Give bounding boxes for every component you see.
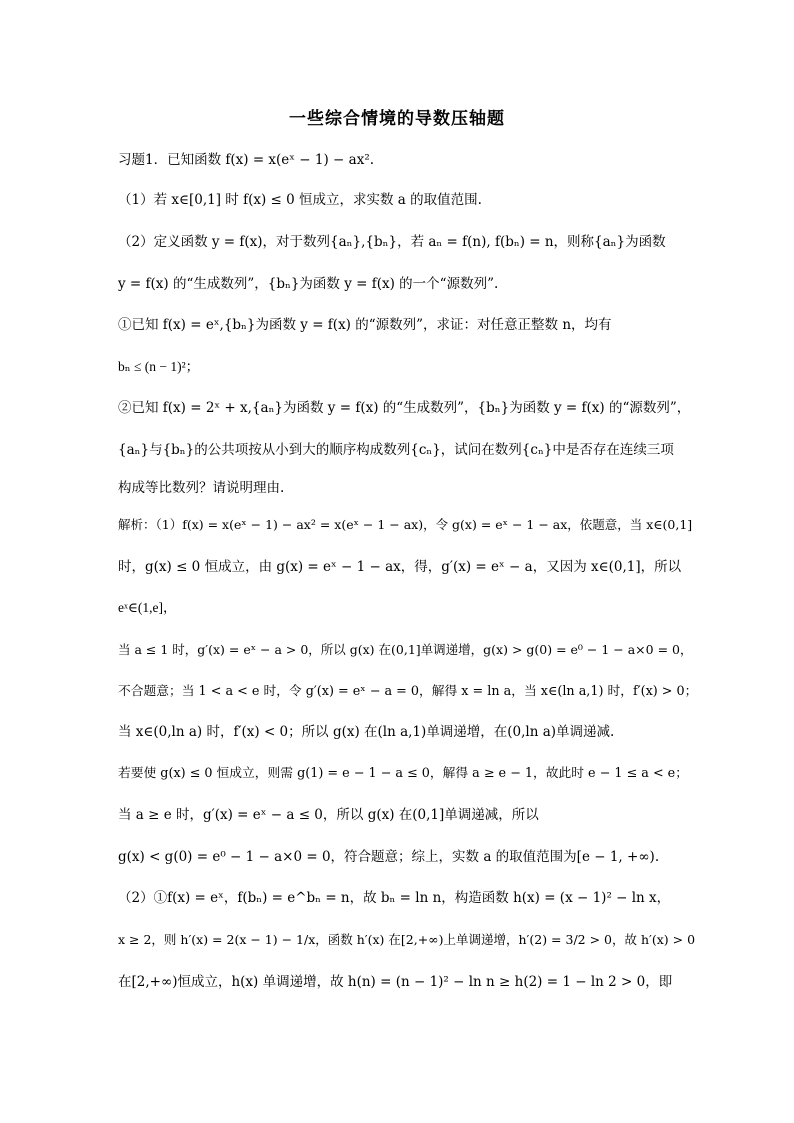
solution-line-3: eˣ∈(1,e]， (118, 600, 177, 615)
solution-line-1: 解析：（1）f(x) = x(eˣ − 1) − ax² = x(eˣ − 1 − ax)，令 g(x) = eˣ − 1 − ax，依题意，当 x∈(0,1] (118, 517, 693, 532)
solution-line-6: 当 x∈(0,ln a) 时，f′(x) < 0；所以 g(x) 在(ln a,1)单调递增，在(0,ln a)单调递减. (118, 724, 615, 740)
subquestion-1-line-1: ①已知 f(x) = eˣ,{bₙ}为函数 y = f(x) 的“源数列”，求证：对任意正整数 n，均有 (118, 317, 612, 333)
solution-line-2: 时，g(x) ≤ 0 恒成立，由 g(x) = eˣ − 1 − ax，得，g′(x) = eˣ − a，又因为 x∈(0,1]，所以 (118, 559, 682, 575)
question-part-1: （1）若 x∈[0,1] 时 f(x) ≤ 0 恒成立，求实数 a 的取值范围. (118, 192, 482, 208)
subquestion-1-line-2: bₙ ≤ (n − 1)²； (118, 359, 200, 374)
solution-line-8: 当 a ≥ e 时，g′(x) = eˣ − a ≤ 0，所以 g(x) 在(0,1]单调递减，所以 (118, 807, 539, 823)
subquestion-2-line-3: 构成等比数列？请说明理由. (118, 480, 285, 496)
solution-line-9: g(x) < g(0) = e⁰ − 1 − a×0 = 0，符合题意；综上，实数 a 的取值范围为[e − 1, +∞). (118, 849, 660, 865)
problem-statement: 习题1．已知函数 f(x) = x(eˣ − 1) − ax². (118, 152, 375, 168)
solution-line-5: 不合题意；当 1 < a < e 时，令 g′(x) = eˣ − a = 0，解得 x = ln a，当 x∈(ln a,1) 时，f′(x) > 0； (118, 684, 698, 699)
subquestion-2-line-2: {aₙ}与{bₙ}的公共项按从小到大的顺序构成数列{cₙ}，试问在数列{cₙ}中是否存在连续三项 (118, 442, 674, 458)
question-part-2-line-1: （2）定义函数 y = f(x)，对于数列{aₙ},{bₙ}，若 aₙ = f(n), f(bₙ) = n，则称{aₙ}为函数 (118, 234, 666, 250)
subquestion-2-line-1: ②已知 f(x) = 2ˣ + x,{aₙ}为函数 y = f(x) 的“生成数列”，{bₙ}为函数 y = f(x) 的“源数列”， (118, 400, 691, 416)
solution-part-2-line-1: （2）①f(x) = eˣ，f(bₙ) = e^bₙ = n，故 bₙ = ln n，构造函数 h(x) = (x − 1)² − ln x， (118, 890, 671, 906)
solution-line-4: 当 a ≤ 1 时，g′(x) = eˣ − a > 0，所以 g(x) 在(0,1]单调递增，g(x) > g(0) = e⁰ − 1 − a×0 = 0， (118, 642, 693, 657)
solution-part-2-line-3: 在[2,+∞)恒成立，h(x) 单调递增，故 h(n) = (n − 1)² − ln n ≥ h(2) = 1 − ln 2 > 0，即 (118, 974, 673, 990)
solution-line-7: 若要使 g(x) ≤ 0 恒成立，则需 g(1) = e − 1 − a ≤ 0，解得 a ≥ e − 1，故此时 e − 1 ≤ a < e； (118, 766, 688, 781)
question-part-2-line-2: y = f(x) 的“生成数列”，{bₙ}为函数 y = f(x) 的一个“源数列”. (118, 276, 499, 292)
solution-part-2-line-2: x ≥ 2，则 h′(x) = 2(x − 1) − 1/x，函数 h′(x) 在[2,+∞)上单调递增，h′(2) = 3/2 > 0，故 h′(x) > 0 (118, 932, 696, 947)
page-title: 一些综合情境的导数压轴题 (289, 109, 505, 129)
